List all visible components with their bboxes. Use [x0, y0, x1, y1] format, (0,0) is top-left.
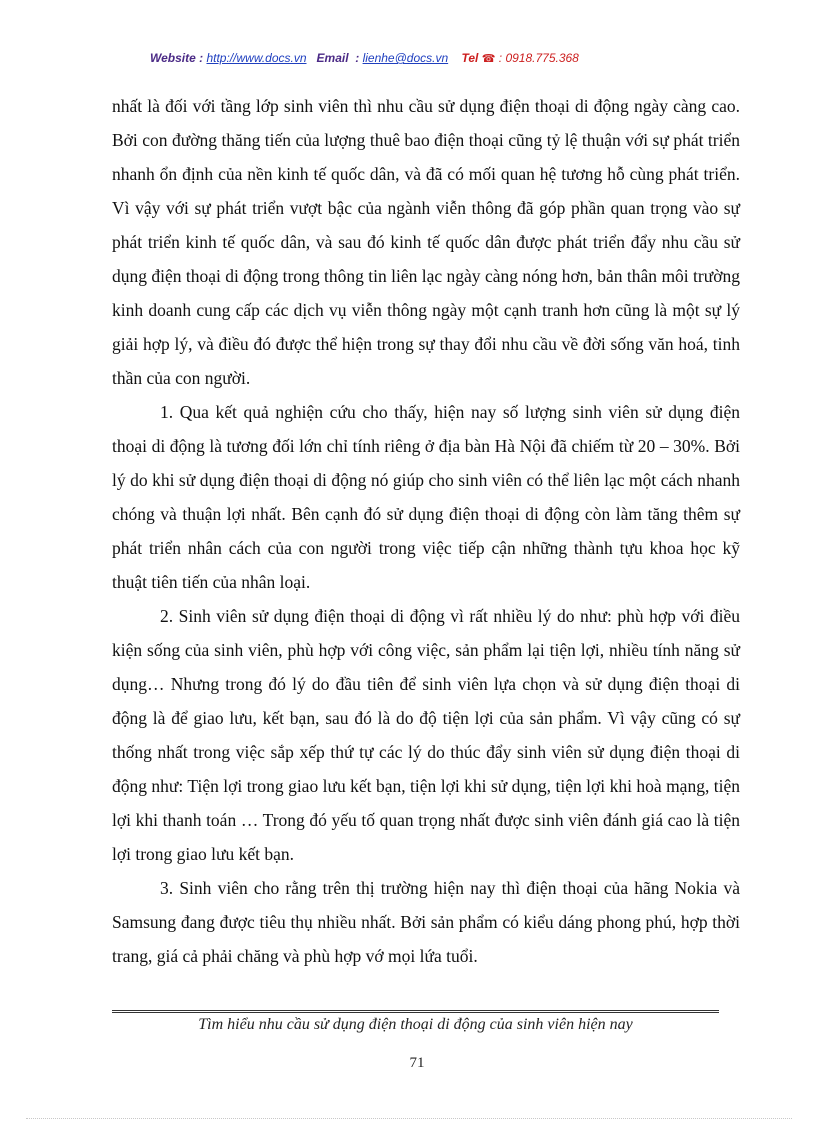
- email-link[interactable]: lienhe@docs.vn: [362, 51, 449, 65]
- email-separator: :: [355, 51, 360, 65]
- phone-icon: ☎: [481, 53, 496, 65]
- paragraph-continuation: nhất là đối với tầng lớp sinh viên thì nhu cầu sử dụng điện thoại di động ngày càng cao. Bởi con đường thăng tiến của lượng thuê bao điện thoại cũng tỷ lệ thuận với sự phát triển nhanh ổn định của nền kinh tế quốc dân, và đã có mối quan hệ tương hỗ cùng phát triển. Vì vậy với sự phát triển vượt bậc của ngành viễn thông đã góp phần quan trọng vào sự phát triển kinh tế quốc dân, và sau đó kinh tế quốc dân được phát triển đẩy nhu cầu sử dụng điện thoại di động trong thông tin liên lạc ngày càng nóng hơn, bản thân môi trường kinh doanh cung cấp các dịch vụ viễn thông ngày một cạnh tranh hơn cũng là một sự lý giải hợp lý, và điều đó được thể hiện trong sự thay đổi nhu cầu về đời sống văn hoá, tinh thần của con người.: [112, 96, 740, 388]
- page-edge-divider: [26, 1118, 792, 1119]
- email-label: Email: [316, 51, 349, 65]
- website-link[interactable]: http://www.docs.vn: [206, 51, 307, 65]
- footer-caption: Tìm hiểu nhu cầu sử dụng điện thoại di động của sinh viên hiện nay: [198, 1016, 633, 1033]
- paragraph-point-3: 3. Sinh viên cho rằng trên thị trường hiện nay thì điện thoại của hãng Nokia và Samsung đang được tiêu thụ nhiều nhất. Bởi sản phẩm có kiểu dáng phong phú, hợp thời trang, giá cả phải chăng và phù hợp vớ mọi lứa tuổi.: [112, 878, 740, 966]
- page-number: 71: [409, 1055, 425, 1071]
- tel-label: Tel: [461, 51, 479, 65]
- body-text: [112, 89, 740, 973]
- page-header: [150, 51, 670, 65]
- phone-number: : 0918.775.368: [498, 51, 579, 65]
- website-label: Website :: [150, 51, 204, 65]
- paragraph-point-1: 1. Qua kết quả nghiện cứu cho thấy, hiện nay số lượng sinh viên sử dụng điện thoại di động là tương đối lớn chỉ tính riêng ở địa bàn Hà Nội đã chiếm từ 20 – 30%. Bởi lý do khi sử dụng điện thoại di động nó giúp cho sinh viên có thể liên lạc một cách nhanh chóng và thuận lợi nhất. Bên cạnh đó sử dụng điện thoại di động còn làm tăng thêm sự phát triển nhân cách của con người trong việc tiếp cận những thành tựu khoa học kỹ thuật tiên tiến của nhân loại.: [112, 402, 740, 592]
- paragraph-point-2: 2. Sinh viên sử dụng điện thoại di động vì rất nhiều lý do như: phù hợp với điều kiện sống của sinh viên, phù hợp với công việc, sản phẩm lại tiện lợi, nhiều tính năng sử dụng… Nhưng trong đó lý do đầu tiên để sinh viên lựa chọn và sử dụng điện thoại di động là để giao lưu, kết bạn, sau đó là do độ tiện lợi của sản phẩm. Vì vậy cũng có sự thống nhất trong việc sắp xếp thứ tự các lý do thúc đẩy sinh viên sử dụng điện thoại di động như: Tiện lợi trong giao lưu kết bạn, tiện lợi khi sử dụng, tiện lợi khi hoà mạng, tiện lợi khi thanh toán … Trong đó yếu tố quan trọng nhất được sinh viên đánh giá cao là tiện lợi trong giao lưu kết bạn.: [112, 606, 740, 864]
- footer-rule: [112, 1010, 719, 1013]
